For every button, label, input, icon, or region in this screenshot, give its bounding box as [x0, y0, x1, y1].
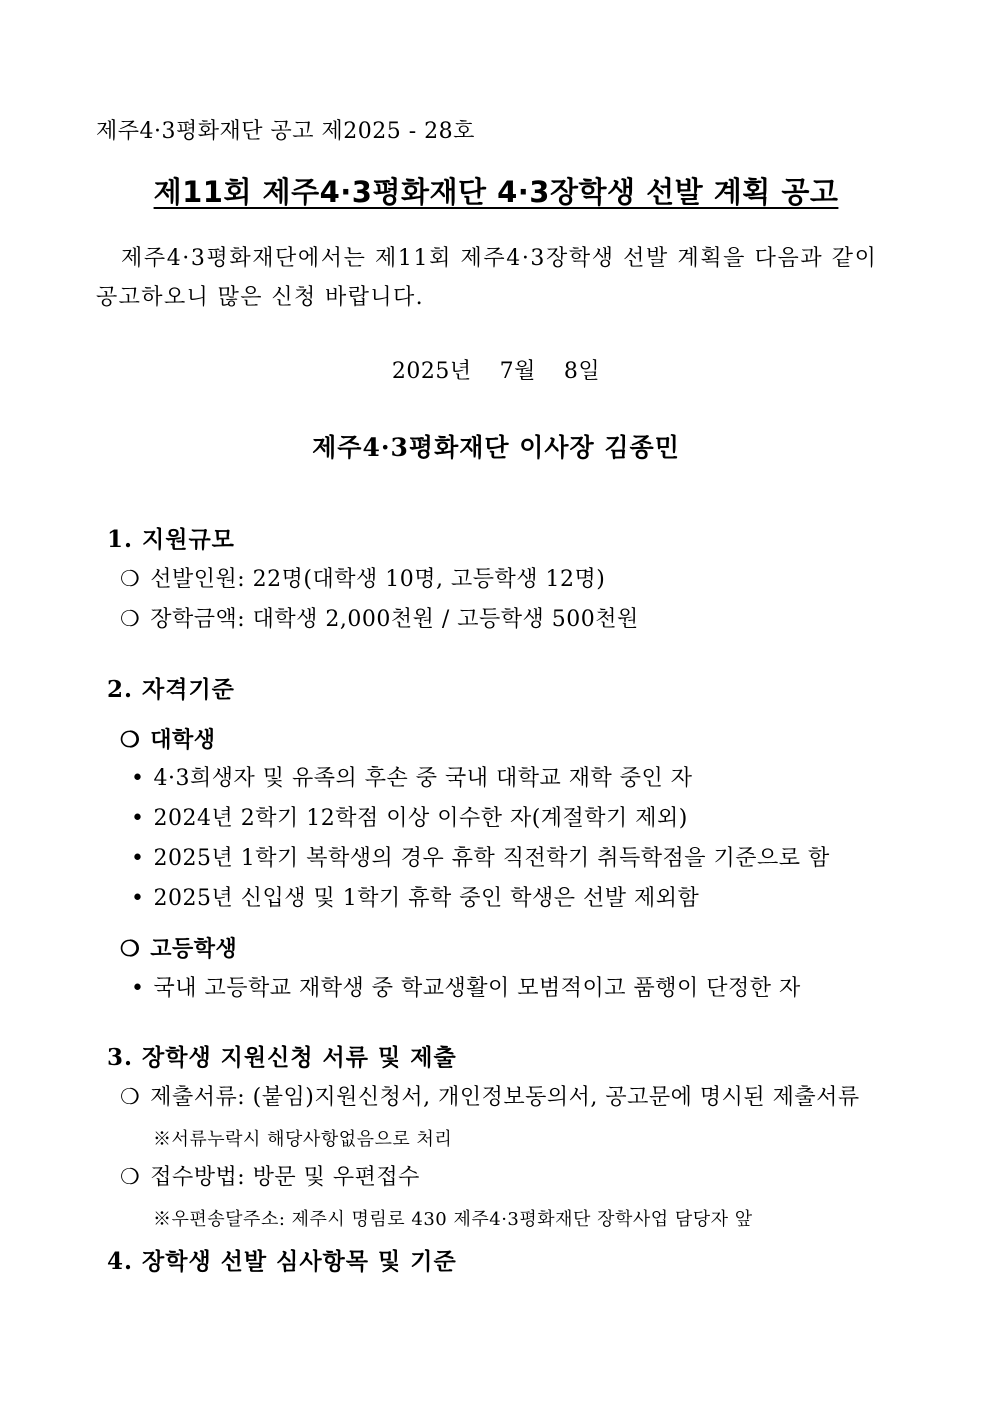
- intro-line-1: 제주4·3평화재단에서는 제11회 제주4·3장학생 선발 계획을 다음과 같이: [121, 246, 878, 271]
- circle-icon: ❍: [120, 607, 141, 632]
- bullet-icon: •: [131, 886, 145, 911]
- section-2-heading: 2. 자격기준: [107, 676, 235, 703]
- section-3-item: [120, 1083, 860, 1113]
- bullet-text: 4·3희생자 및 유족의 후손 중 국내 대학교 재학 중인 자: [153, 766, 693, 791]
- section-4-heading: 4. 장학생 선발 심사항목 및 기준: [107, 1248, 457, 1275]
- intro-line-2: 공고하오니 많은 신청 바랍니다.: [96, 285, 425, 310]
- date-month: 7월: [499, 359, 536, 384]
- criteria-bullet: [131, 884, 699, 914]
- section-3-item: [120, 1163, 420, 1193]
- bullet-text: 2025년 신입생 및 1학기 휴학 중인 학생은 선발 제외함: [153, 886, 700, 911]
- circle-icon: ❍: [120, 936, 141, 962]
- group-heading-university: [120, 725, 216, 755]
- notice-number: 제주4·3평화재단 공고 제2025 - 28호: [96, 119, 475, 144]
- criteria-bullet: [131, 844, 830, 874]
- bullet-icon: •: [131, 806, 145, 831]
- notice-date: [0, 357, 992, 387]
- bullet-icon: •: [131, 976, 145, 1001]
- criteria-bullet: [131, 804, 688, 834]
- group-label: 고등학생: [150, 936, 238, 962]
- circle-icon: ❍: [120, 1085, 141, 1110]
- section-3-note: ※우편송달주소: 제주시 명림로 430 제주4·3평화재단 장학사업 담당자 앞: [153, 1209, 753, 1230]
- item-text: 제출서류: (붙임)지원신청서, 개인정보동의서, 공고문에 명시된 제출서류: [150, 1085, 860, 1110]
- criteria-bullet: [131, 974, 801, 1004]
- section-3-heading: 3. 장학생 지원신청 서류 및 제출: [107, 1044, 457, 1071]
- document-title: 제11회 제주4·3평화재단 4·3장학생 선발 계획 공고: [153, 175, 839, 209]
- item-text: 선발인원: 22명(대학생 10명, 고등학생 12명): [150, 567, 606, 592]
- signer: 제주4·3평화재단 이사장 김종민: [312, 433, 680, 462]
- bullet-text: 2024년 2학기 12학점 이상 이수한 자(계절학기 제외): [153, 806, 688, 831]
- date-year: 2025년: [391, 359, 472, 384]
- bullet-icon: •: [131, 846, 145, 871]
- bullet-icon: •: [131, 766, 145, 791]
- date-day: 8일: [563, 359, 601, 384]
- section-1-heading: 1. 지원규모: [107, 526, 235, 553]
- section-1-item: [120, 565, 605, 595]
- item-text: 장학금액: 대학생 2,000천원 / 고등학생 500천원: [150, 607, 639, 632]
- circle-icon: ❍: [120, 727, 141, 753]
- bullet-text: 국내 고등학교 재학생 중 학교생활이 모범적이고 품행이 단정한 자: [153, 976, 801, 1001]
- circle-icon: ❍: [120, 1165, 141, 1190]
- circle-icon: ❍: [120, 567, 141, 592]
- item-text: 접수방법: 방문 및 우편접수: [150, 1165, 420, 1190]
- section-1-item: [120, 605, 639, 635]
- group-label: 대학생: [150, 727, 216, 753]
- bullet-text: 2025년 1학기 복학생의 경우 휴학 직전학기 취득학점을 기준으로 함: [153, 846, 830, 871]
- group-heading-highschool: [120, 934, 237, 964]
- criteria-bullet: [131, 764, 692, 794]
- section-3-note: ※서류누락시 해당사항없음으로 처리: [153, 1129, 453, 1150]
